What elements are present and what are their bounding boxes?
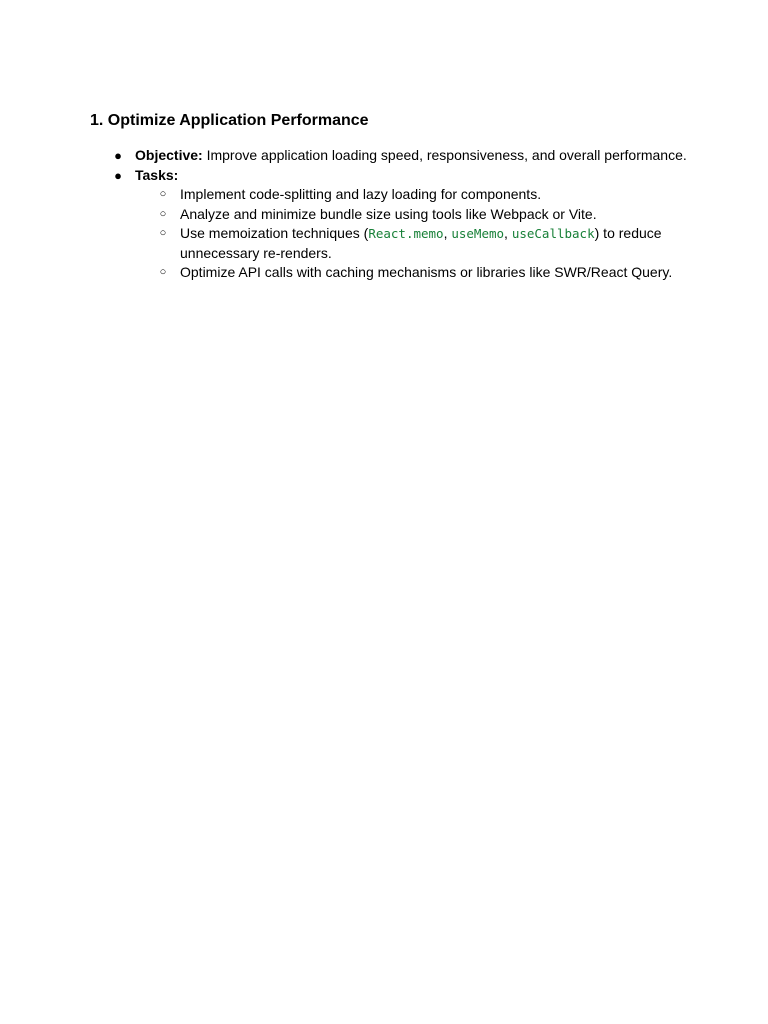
bullet-disc-icon: ● <box>114 167 122 183</box>
code-use-memo: useMemo <box>451 226 505 241</box>
task-item <box>135 205 700 225</box>
task-item <box>135 185 700 205</box>
task-text: Analyze and minimize bundle size using tools like Webpack or Vite. <box>180 205 597 222</box>
objective-text: Improve application loading speed, responsiveness, and overall performance. <box>202 147 687 163</box>
tasks-sublist <box>135 185 690 283</box>
code-use-callback: useCallback <box>511 226 595 241</box>
bullet-disc-icon: ● <box>114 148 122 163</box>
tasks-label: Tasks: <box>135 166 179 183</box>
bullet-list <box>90 146 690 283</box>
code-react-memo: React.memo <box>368 226 444 241</box>
task-item <box>135 224 700 263</box>
task-text-prefix: Use memoization techniques ( <box>180 225 369 241</box>
task-text: Implement code-splitting and lazy loading for components. <box>180 186 542 202</box>
section-heading: 1. Optimize Application Performance <box>90 112 369 129</box>
task-item <box>135 263 740 283</box>
separator: , <box>504 225 512 241</box>
bullet-circle-icon: ○ <box>159 188 167 200</box>
bullet-circle-icon: ○ <box>159 266 167 278</box>
bullet-circle-icon: ○ <box>159 207 167 220</box>
task-text-suffix: ) to reduce unnecessary re-renders. <box>180 225 662 261</box>
list-item-objective <box>90 146 690 166</box>
list-item-tasks <box>90 166 690 283</box>
objective-label: Objective: <box>135 147 203 163</box>
separator: , <box>443 225 452 241</box>
bullet-circle-icon: ○ <box>159 227 167 239</box>
task-text: Optimize API calls with caching mechanisms or libraries like SWR/React Query. <box>180 264 673 280</box>
